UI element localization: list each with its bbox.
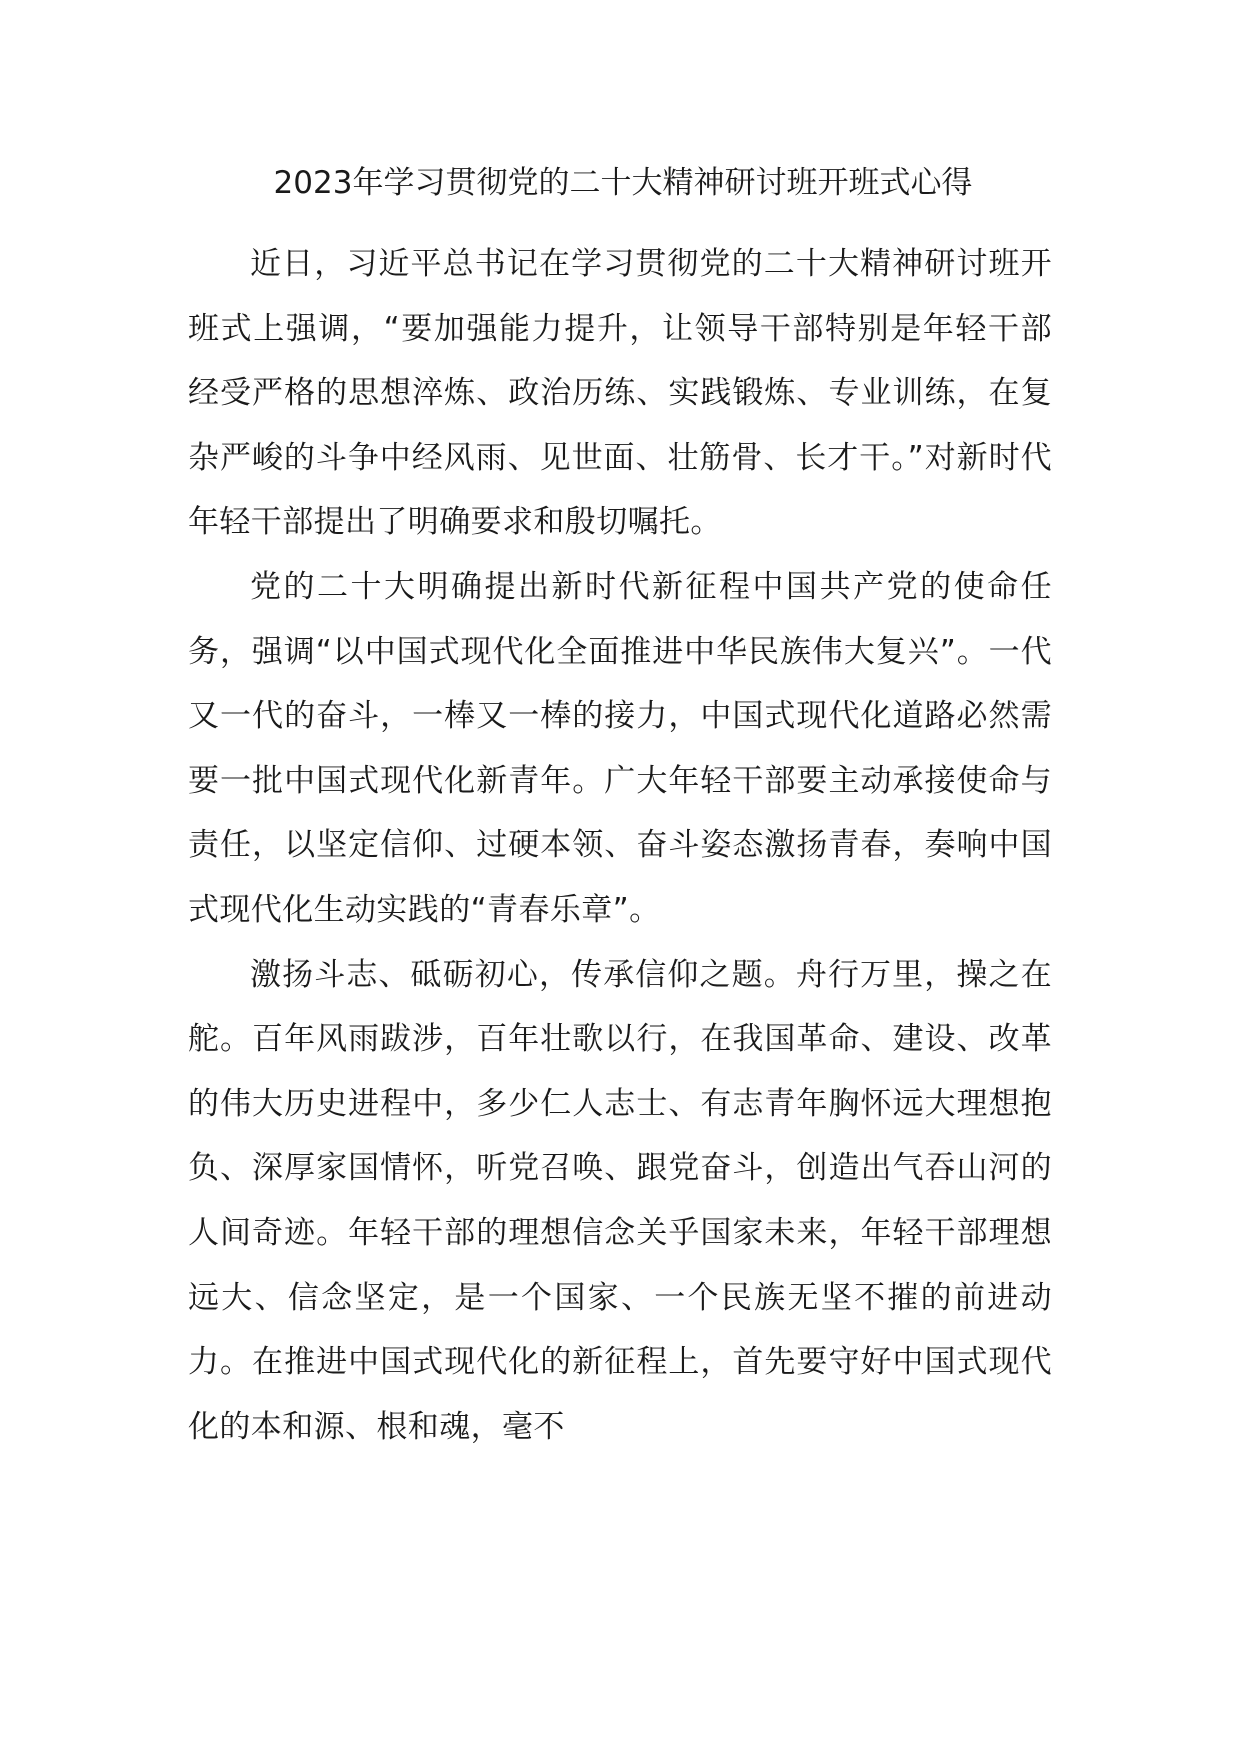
paragraph-2: 党的二十大明确提出新时代新征程中国共产党的使命任务，强调“以中国式现代化全面推进中华民族伟大复兴”。一代又一代的奋斗，一棒又一棒的接力，中国式现代化道路必然需要一批中国式现代化新青年。广大年轻干部要主动承接使命与责任，以坚定信仰、过硬本领、奋斗姿态激扬青春，奏响中国式现代化生动实践的“青春乐章”。 [188, 568, 1052, 928]
paragraph-1: 近日，习近平总书记在学习贯彻党的二十大精神研讨班开班式上强调，“要加强能力提升，让领导干部特别是年轻干部经受严格的思想淬炼、政治历练、实践锻炼、专业训练，在复杂严峻的斗争中经风雨、见世面、壮筋骨、长才干。”对新时代年轻干部提出了明确要求和殷切嘱托。 [188, 246, 1052, 541]
document-body [188, 232, 1052, 1459]
document-title: 2023年学习贯彻党的二十大精神研讨班开班式心得 [273, 165, 973, 201]
paragraph-3: 激扬斗志、砥砺初心，传承信仰之题。舟行万里，操之在舵。百年风雨跋涉，百年壮歌以行，在我国革命、建设、改革的伟大历史进程中，多少仁人志士、有志青年胸怀远大理想抱负、深厚家国情怀，听党召唤、跟党奋斗，创造出气吞山河的人间奇迹。年轻干部的理想信念关乎国家未来，年轻干部理想远大、信念坚定，是一个国家、一个民族无坚不摧的前进动力。在推进中国式现代化的新征程上，首先要守好中国式现代化的本和源、根和魂，毫不 [188, 956, 1052, 1445]
